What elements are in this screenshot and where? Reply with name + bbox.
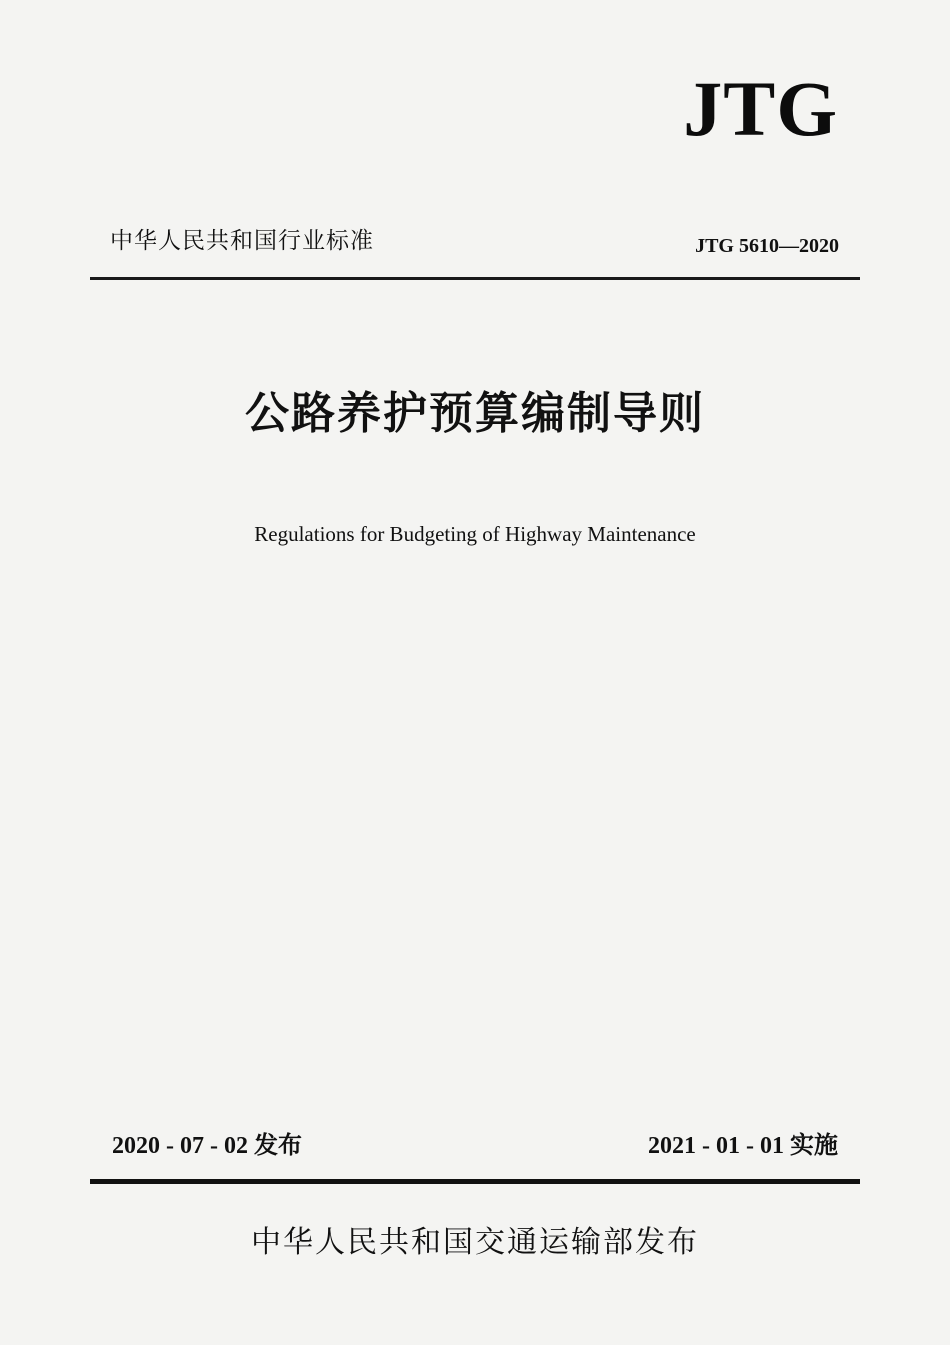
standard-code: JTG 5610—2020 [695,235,839,257]
title-chinese: 公路养护预算编制导则 [245,388,705,439]
top-divider [90,277,860,280]
implementation-date: 2021 - 01 - 01 实施 [648,1133,838,1159]
standard-category: 中华人民共和国行业标准 [110,228,374,254]
publisher: 中华人民共和国交通运输部发布 [251,1225,699,1260]
bottom-divider [90,1179,860,1184]
jtg-logo: JTG [683,65,838,152]
title-english: Regulations for Budgeting of Highway Maintenance [254,522,696,546]
issue-date: 2020 - 07 - 02 发布 [112,1133,302,1159]
